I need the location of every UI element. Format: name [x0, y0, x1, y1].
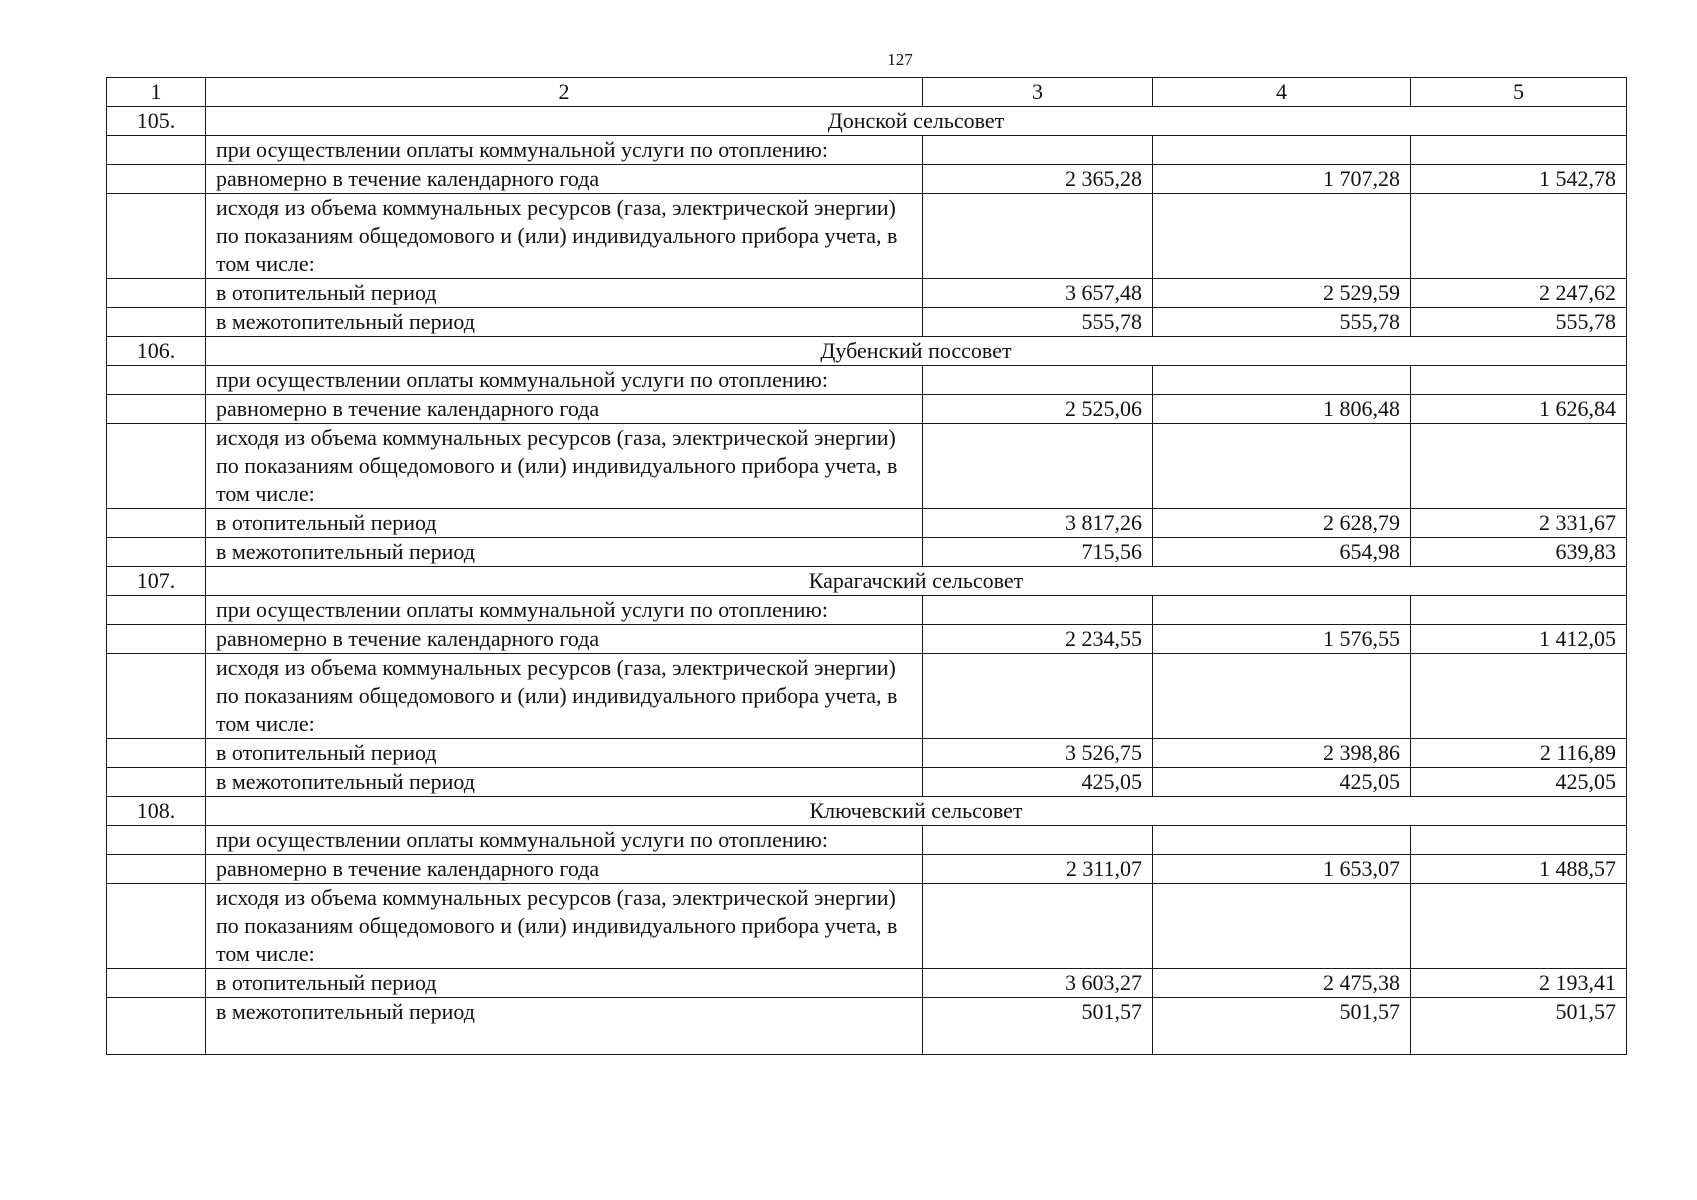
value-cell: 654,98 — [1153, 538, 1411, 567]
value-cell: 1 488,57 — [1411, 855, 1627, 884]
empty-index-cell — [107, 136, 206, 165]
empty-index-cell — [107, 998, 206, 1055]
empty-index-cell — [107, 366, 206, 395]
heating-period-row — [107, 509, 1627, 538]
meter-text: исходя из объема коммунальных ресурсов (газа, электрической энергии) по показаниям общедомового и (или) индивидуального прибора учета, в том числе: — [206, 194, 923, 279]
value-cell: 2 529,59 — [1153, 279, 1411, 308]
uniform-row — [107, 855, 1627, 884]
value-cell: 639,83 — [1411, 538, 1627, 567]
value-cell: 3 603,27 — [923, 969, 1153, 998]
value-cell: 501,57 — [923, 998, 1153, 1055]
empty-index-cell — [107, 969, 206, 998]
empty-value-cell — [1411, 596, 1627, 625]
empty-index-cell — [107, 768, 206, 797]
section-title: Дубенский поссовет — [206, 337, 1627, 366]
value-cell: 2 234,55 — [923, 625, 1153, 654]
section-title-row — [107, 337, 1627, 366]
uniform-row — [107, 625, 1627, 654]
empty-value-cell — [923, 826, 1153, 855]
empty-value-cell — [1411, 366, 1627, 395]
value-cell: 425,05 — [923, 768, 1153, 797]
value-cell: 3 657,48 — [923, 279, 1153, 308]
section-index: 106. — [107, 337, 206, 366]
section-index: 108. — [107, 797, 206, 826]
empty-index-cell — [107, 855, 206, 884]
empty-value-cell — [923, 424, 1153, 509]
empty-value-cell — [1153, 654, 1411, 739]
off-heating-period-row — [107, 768, 1627, 797]
empty-index-cell — [107, 395, 206, 424]
empty-value-cell — [1153, 366, 1411, 395]
intro-row — [107, 366, 1627, 395]
intro-row — [107, 826, 1627, 855]
off-heating-period-row — [107, 538, 1627, 567]
empty-value-cell — [1153, 194, 1411, 279]
empty-index-cell — [107, 826, 206, 855]
empty-index-cell — [107, 424, 206, 509]
value-cell: 2 398,86 — [1153, 739, 1411, 768]
heating-period-label: в отопительный период — [206, 279, 923, 308]
heating-period-label: в отопительный период — [206, 509, 923, 538]
value-cell: 555,78 — [1153, 308, 1411, 337]
meter-row — [107, 424, 1627, 509]
meter-row — [107, 194, 1627, 279]
intro-text: при осуществлении оплаты коммунальной услуги по отоплению: — [206, 366, 923, 395]
empty-value-cell — [1153, 136, 1411, 165]
heating-period-label: в отопительный период — [206, 969, 923, 998]
value-cell: 555,78 — [923, 308, 1153, 337]
heating-period-row — [107, 739, 1627, 768]
value-cell: 2 247,62 — [1411, 279, 1627, 308]
empty-value-cell — [1411, 136, 1627, 165]
page-number: 127 — [887, 50, 913, 69]
empty-value-cell — [923, 136, 1153, 165]
value-cell: 2 525,06 — [923, 395, 1153, 424]
empty-value-cell — [923, 596, 1153, 625]
meter-text: исходя из объема коммунальных ресурсов (газа, электрической энергии) по показаниям общедомового и (или) индивидуального прибора учета, в том числе: — [206, 884, 923, 969]
empty-index-cell — [107, 509, 206, 538]
section-title-row — [107, 567, 1627, 596]
meter-text: исходя из объема коммунальных ресурсов (газа, электрической энергии) по показаниям общедомового и (или) индивидуального прибора учета, в том числе: — [206, 424, 923, 509]
value-cell: 425,05 — [1153, 768, 1411, 797]
intro-text: при осуществлении оплаты коммунальной услуги по отоплению: — [206, 596, 923, 625]
empty-value-cell — [1411, 424, 1627, 509]
empty-value-cell — [923, 194, 1153, 279]
section-index: 107. — [107, 567, 206, 596]
column-header-3: 3 — [923, 78, 1153, 107]
value-cell: 3 817,26 — [923, 509, 1153, 538]
value-cell: 2 311,07 — [923, 855, 1153, 884]
empty-value-cell — [923, 366, 1153, 395]
meter-row — [107, 884, 1627, 969]
section-title: Ключевский сельсовет — [206, 797, 1627, 826]
intro-text: при осуществлении оплаты коммунальной услуги по отоплению: — [206, 826, 923, 855]
empty-index-cell — [107, 739, 206, 768]
heating-period-row — [107, 969, 1627, 998]
empty-index-cell — [107, 596, 206, 625]
empty-index-cell — [107, 625, 206, 654]
value-cell: 2 193,41 — [1411, 969, 1627, 998]
meter-text: исходя из объема коммунальных ресурсов (газа, электрической энергии) по показаниям общедомового и (или) индивидуального прибора учета, в том числе: — [206, 654, 923, 739]
section-title: Карагачский сельсовет — [206, 567, 1627, 596]
empty-value-cell — [1153, 596, 1411, 625]
off-heating-period-row — [107, 308, 1627, 337]
empty-value-cell — [1411, 826, 1627, 855]
empty-index-cell — [107, 308, 206, 337]
off-heating-period-row — [107, 998, 1627, 1055]
empty-value-cell — [1411, 194, 1627, 279]
empty-value-cell — [1153, 424, 1411, 509]
empty-value-cell — [923, 654, 1153, 739]
column-header-2: 2 — [206, 78, 923, 107]
value-cell: 1 412,05 — [1411, 625, 1627, 654]
tariff-table — [106, 77, 1627, 1055]
section-title: Донской сельсовет — [206, 107, 1627, 136]
value-cell: 1 576,55 — [1153, 625, 1411, 654]
meter-row — [107, 654, 1627, 739]
section-title-row — [107, 797, 1627, 826]
empty-index-cell — [107, 538, 206, 567]
column-header-4: 4 — [1153, 78, 1411, 107]
section-title-row — [107, 107, 1627, 136]
empty-index-cell — [107, 884, 206, 969]
empty-value-cell — [923, 884, 1153, 969]
value-cell: 1 626,84 — [1411, 395, 1627, 424]
value-cell: 2 116,89 — [1411, 739, 1627, 768]
value-cell: 1 806,48 — [1153, 395, 1411, 424]
value-cell: 1 707,28 — [1153, 165, 1411, 194]
uniform-label: равномерно в течение календарного года — [206, 395, 923, 424]
value-cell: 425,05 — [1411, 768, 1627, 797]
empty-value-cell — [1411, 654, 1627, 739]
uniform-row — [107, 395, 1627, 424]
off-heating-period-label: в межотопительный период — [206, 538, 923, 567]
value-cell: 3 526,75 — [923, 739, 1153, 768]
intro-row — [107, 136, 1627, 165]
value-cell: 501,57 — [1153, 998, 1411, 1055]
value-cell: 501,57 — [1411, 998, 1627, 1055]
value-cell: 715,56 — [923, 538, 1153, 567]
uniform-row — [107, 165, 1627, 194]
value-cell: 2 365,28 — [923, 165, 1153, 194]
heating-period-row — [107, 279, 1627, 308]
heating-period-label: в отопительный период — [206, 739, 923, 768]
tariff-table-body — [107, 78, 1627, 1055]
uniform-label: равномерно в течение календарного года — [206, 165, 923, 194]
section-index: 105. — [107, 107, 206, 136]
value-cell: 2 331,67 — [1411, 509, 1627, 538]
value-cell: 1 653,07 — [1153, 855, 1411, 884]
empty-index-cell — [107, 194, 206, 279]
off-heating-period-label: в межотопительный период — [206, 768, 923, 797]
empty-index-cell — [107, 165, 206, 194]
off-heating-period-label: в межотопительный период — [206, 308, 923, 337]
empty-value-cell — [1153, 826, 1411, 855]
value-cell: 2 475,38 — [1153, 969, 1411, 998]
intro-row — [107, 596, 1627, 625]
column-header-1: 1 — [107, 78, 206, 107]
value-cell: 1 542,78 — [1411, 165, 1627, 194]
value-cell: 2 628,79 — [1153, 509, 1411, 538]
empty-index-cell — [107, 654, 206, 739]
uniform-label: равномерно в течение календарного года — [206, 625, 923, 654]
column-header-5: 5 — [1411, 78, 1627, 107]
column-header-row — [107, 78, 1627, 107]
off-heating-period-label: в межотопительный период — [206, 998, 923, 1055]
uniform-label: равномерно в течение календарного года — [206, 855, 923, 884]
empty-index-cell — [107, 279, 206, 308]
empty-value-cell — [1411, 884, 1627, 969]
value-cell: 555,78 — [1411, 308, 1627, 337]
empty-value-cell — [1153, 884, 1411, 969]
intro-text: при осуществлении оплаты коммунальной услуги по отоплению: — [206, 136, 923, 165]
